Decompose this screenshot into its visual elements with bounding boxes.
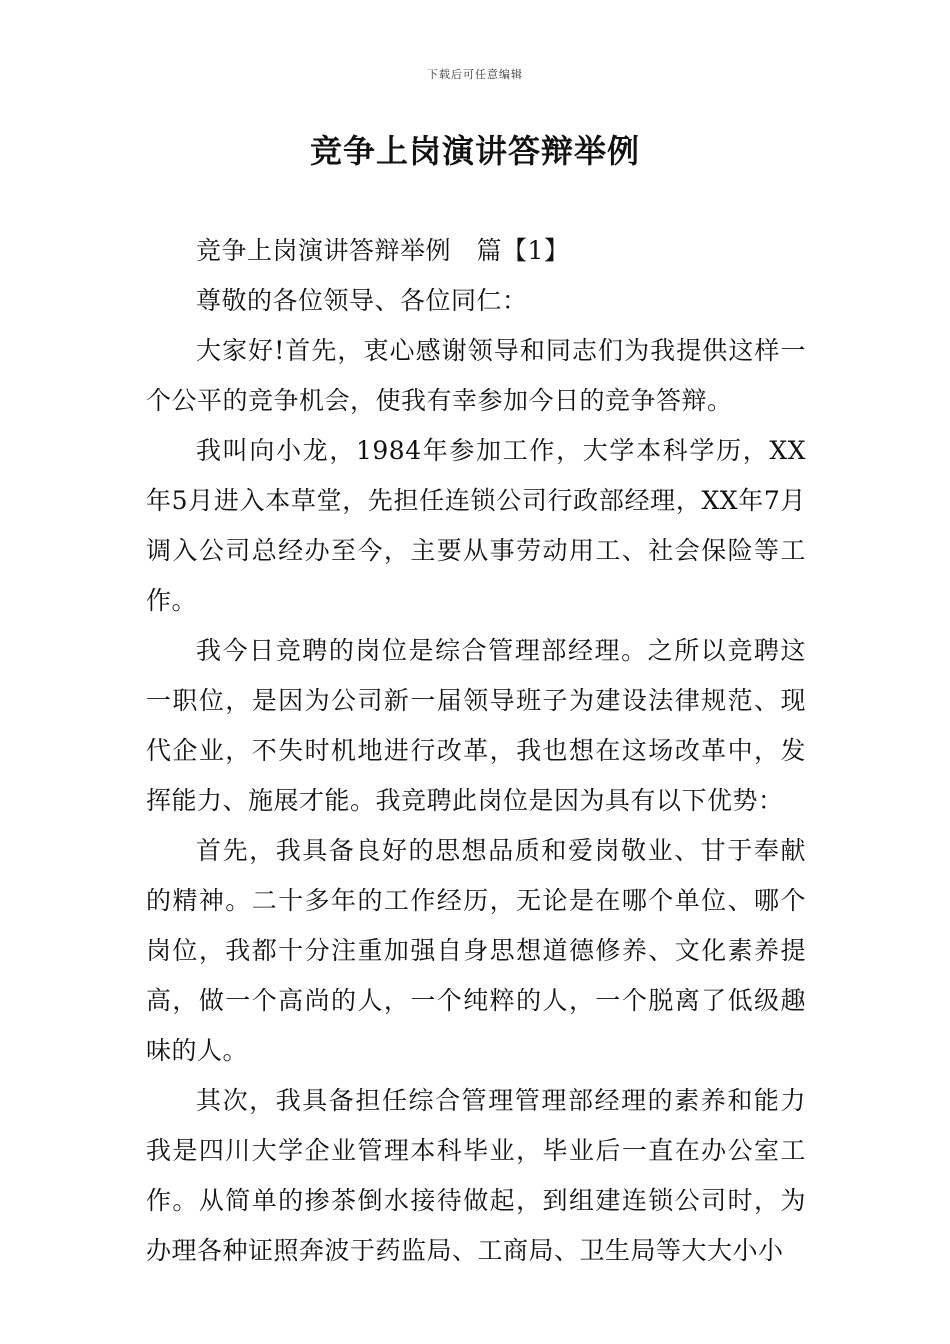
body-paragraph: 大家好!首先，衷心感谢领导和同志们为我提供这样一个公平的竞争机会，使我有幸参加今日的竞争答辩。 [146,336,806,415]
salutation: 尊敬的各位领导、各位同仁： [196,286,528,315]
header-note: 下载后可任意编辑 [427,68,523,81]
body-paragraph: 其次，我具备担任综合管理管理部经理的素养和能力我是四川大学企业管理本科毕业，毕业后一直在办公室工作。从简单的掺茶倒水接待做起，到组建连锁公司时，为办理各种证照奔波于药监局、工商局、卫生局等大大小小 [146,1086,806,1265]
body-paragraph: 首先，我具备良好的思想品质和爱岗敬业、甘于奉献的精神。二十多年的工作经历，无论是在哪个单位、哪个岗位，我都十分注重加强自身思想道德修养、文化素养提高，做一个高尚的人，一个纯粹的人，一个脱离了低级趣味的人。 [146,836,806,1065]
body-paragraph: 我叫向小龙，1984年参加工作，大学本科学历，XX年5月进入本草堂，先担任连锁公司行政部经理，XX年7月调入公司总经办至今，主要从事劳动用工、社会保险等工作。 [146,436,806,615]
document-title: 竞争上岗演讲答辩举例 [309,132,640,170]
section-heading: 竞争上岗演讲答辩举例 篇【1】 [196,236,570,265]
document-body [146,226,806,1276]
body-paragraph: 我今日竞聘的岗位是综合管理部经理。之所以竞聘这一职位，是因为公司新一届领导班子为建设法律规范、现代企业，不失时机地进行改革，我也想在这场改革中，发挥能力、施展才能。我竞聘此岗位是因为具有以下优势： [146,636,806,815]
